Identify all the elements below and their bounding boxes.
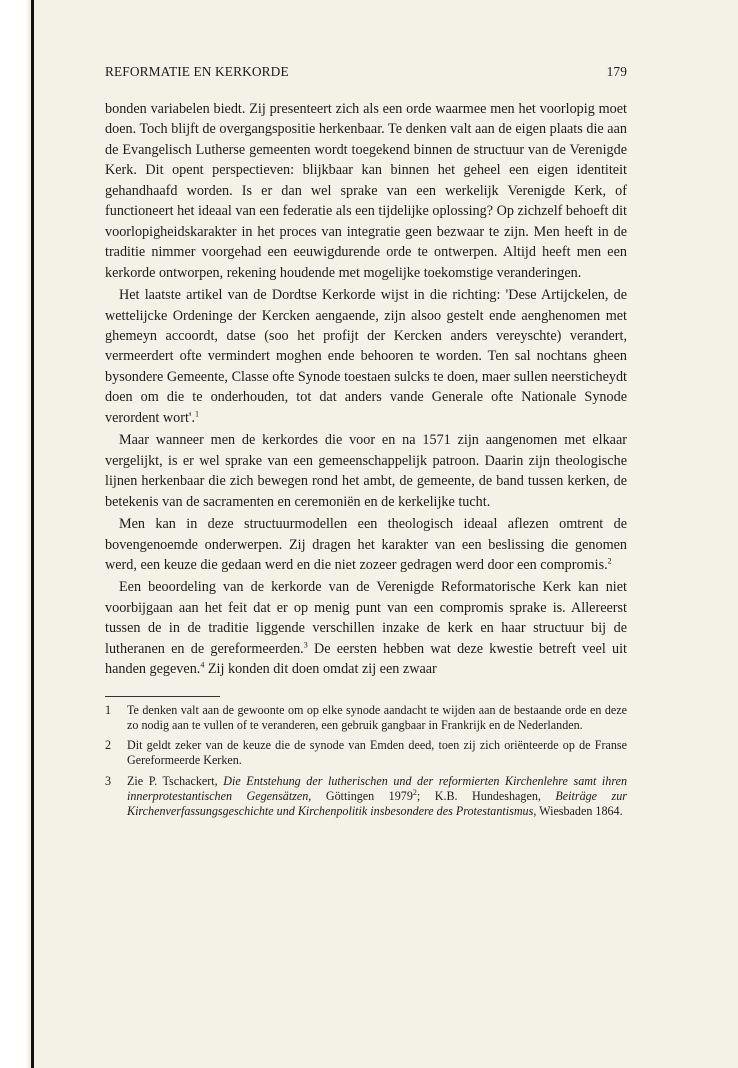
running-title: REFORMATIE EN KERKORDE	[105, 64, 289, 79]
citation-title: Die Entstehung der lutherischen und der reformierten Kirchenlehre samt ihren innerprotestantischen Gegensätzen,	[127, 773, 627, 803]
running-header	[105, 64, 627, 80]
binding-margin	[0, 0, 30, 1068]
paragraph-2: Het laatste artikel van de Dordtse Kerkorde wijst in die richting: 'Dese Artijckelen, de wettelijcke Ordeninge der Kercken aengaende, zijn alsoo gestelt ende aenghenomen met ghemeyn accoordt, datse (soo het profijt der Kercken anders vereyschte) verandert, vermeerdert ofte vermindert moghen ende behooren te worden. Ten sal nochtans gheen bysondere Gemeente, Classe ofte Synode toestaen sulcks te doen, maer sullen neersticheydt doen om die te onderhouden, tot dat anders vande Generale ofte Nationale Synode verordent wort'.$^1$	[105, 287, 627, 426]
footnote-number: 2	[105, 738, 112, 753]
footnote-3	[105, 774, 627, 820]
footnote-2	[105, 738, 627, 768]
footnotes	[105, 703, 627, 819]
footnote-ref-4[interactable]: 4	[200, 660, 205, 670]
book-page	[105, 64, 627, 824]
footnote-text: Dit geldt zeker van de keuze die de synode van Emden deed, toen zij zich oriënteerde op de Franse Gereformeerde Kerken.	[127, 738, 627, 768]
page-number: 179	[606, 64, 627, 79]
footnote-ref-1[interactable]: 1	[195, 409, 200, 419]
body-text	[105, 99, 627, 680]
paragraph-5: Een beoordeling van de kerkorde van de Verenigde Reformatorische Kerk kan niet voorbijgaan aan het feit dat er op menig punt van een compromis sprake is. Allereerst tussen de in de traditie liggende verschillen inzake de kerk en haar structuur bij de lutheranen en de gereformeerden.$^3$ De eersten hebben wat deze kwestie betreft veel uit handen gegeven.$^4$ Zij konden dit doen omdat zij een zwaar	[105, 579, 627, 678]
footnote-text: Zie P. Tschackert, Die Entstehung der lutherischen und der reformierten Kirchenlehre samt ihren innerprotestantischen Gegensätzen, Göttingen 1979$^2$; K.B. Hundeshagen, Beiträge zur Kirchenverfassungsgeschichte und Kirchenpolitik insbesondere des Protestantismus, Wiesbaden 1864.	[127, 773, 627, 818]
footnote-1	[105, 703, 627, 733]
footnote-number: 1	[105, 702, 112, 717]
paragraph-4: Men kan in deze structuurmodellen een theologisch ideaal aflezen omtrent de bovengenoemde onderwerpen. Zij dragen het karakter van een beslissing die genomen werd, een keuze die gedaan werd en die niet zozeer gedragen werd door een compromis.$^2$	[105, 516, 627, 573]
footnote-ref-2[interactable]: 2	[607, 556, 612, 566]
citation-title: Beiträge zur Kirchenverfassungsgeschichte und Kirchenpolitik insbesondere des Protestantismus,	[127, 788, 627, 818]
book-spine-shadow	[31, 0, 34, 1068]
paragraph-3: Maar wanneer men de kerkordes die voor en na 1571 zijn aangenomen met elkaar vergelijkt, is er wel sprake van een gemeenschappelijk patroon. Daarin zijn theologische lijnen herkenbaar die zich bewegen rond het ambt, de gemeente, de band tussen kerken, de betekenis van de sacramenten en ceremoniën en de kerkelijke tucht.	[105, 432, 627, 510]
paragraph-1: bonden variabelen biedt. Zij presenteert zich als een orde waarmee men het voorlopig moet doen. Toch blijft de overgangspositie herkenbaar. Te denken valt aan de eigen plaats die aan de Evangelisch Lutherse gemeenten wordt toegekend binnen de structuur van de Verenigde Kerk. Dit opent perspectieven: blijkbaar kan binnen het geheel een eigen identiteit gehandhaafd worden. Is er dan wel sprake van een werkelijk Verenigde Kerk, of functioneert het ideaal van een federatie als een tijdelijke oplossing? Op zichzelf behoeft dit voorlopigheidskarakter in het proces van integratie geen bezwaar te zijn. Men heeft in de traditie nimmer voorgehad een eeuwigdurende orde te ontwerpen. Altijd heeft men een kerkorde ontworpen, rekening houdende met mogelijke toekomstige veranderingen.	[105, 101, 627, 281]
footnote-number: 3	[105, 773, 112, 788]
footnote-text: Te denken valt aan de gewoonte om op elke synode aandacht te wijden aan de bestaande orde en deze zo nodig aan te vullen of te veranderen, een gebruik gangbaar in Frankrijk en de Nederlanden.	[127, 702, 627, 732]
footnote-ref-3[interactable]: 3	[303, 640, 308, 650]
footnote-divider	[105, 696, 220, 697]
